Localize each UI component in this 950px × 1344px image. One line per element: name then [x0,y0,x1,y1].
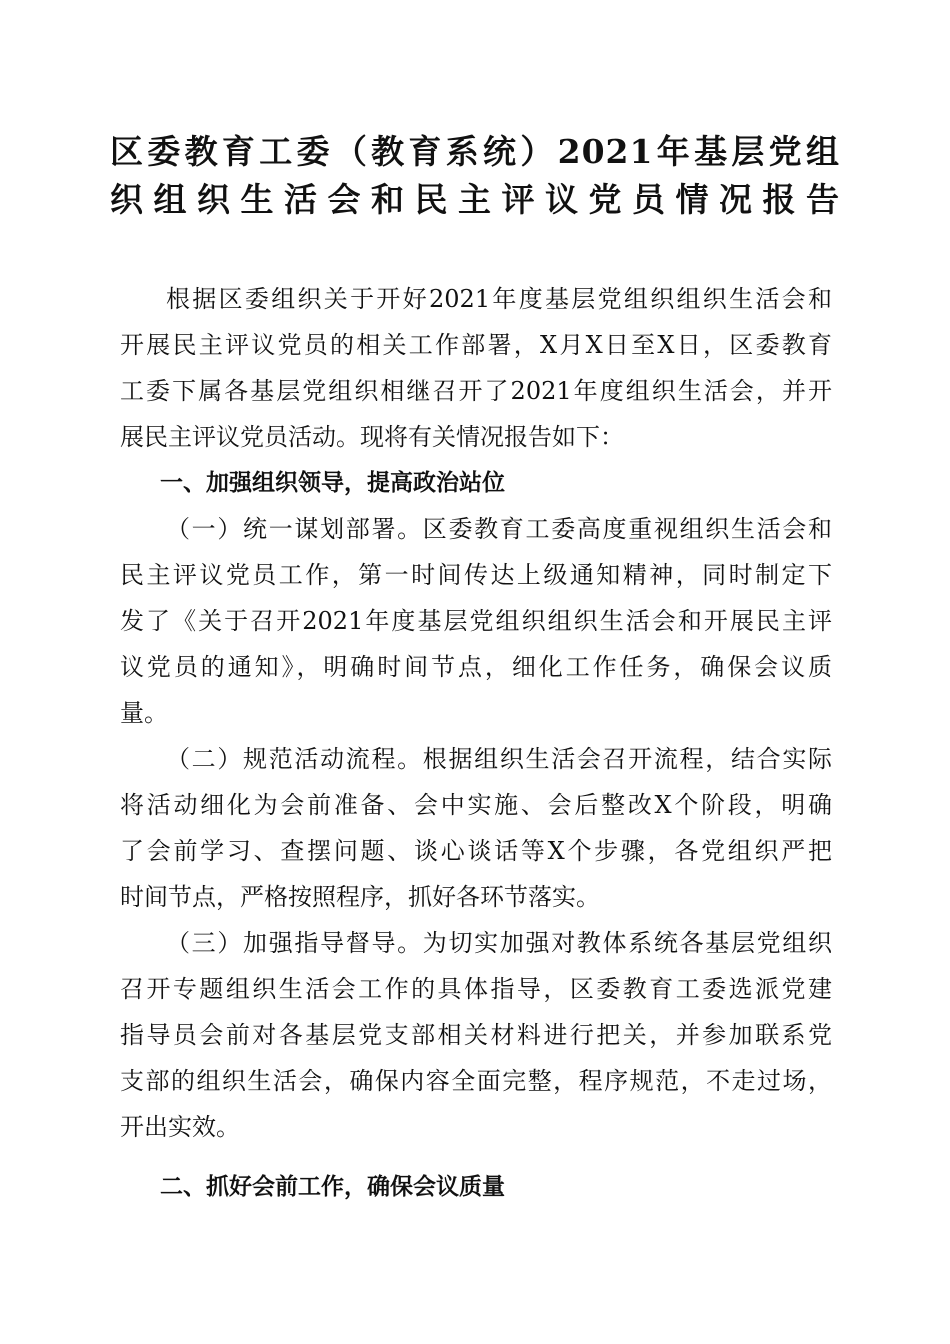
item-1-paragraph [120,506,832,736]
item-1-line: 发了《关于召开2021年度基层党组织组织生活会和开展民主评 [120,607,832,635]
item-1-line: 量。 [120,699,168,727]
title-line-2: 织组织生活会和民主评议党员情况报告 [110,180,840,219]
intro-line: 工委下属各基层党组织相继召开了2021年度组织生活会，并开 [120,377,832,405]
intro-line: 开展民主评议党员的相关工作部署，X月X日至X日，区委教育 [120,331,832,359]
item-3-line: （三）加强指导督导。为切实加强对教体系统各基层党组织 [166,929,832,957]
item-3-paragraph [120,920,832,1150]
document-title [110,128,840,224]
item-2-line: 了会前学习、查摆问题、谈心谈话等X个步骤，各党组织严把 [120,837,832,865]
item-2-line: 时间节点，严格按照程序，抓好各环节落实。 [120,883,600,911]
intro-line: 根据区委组织关于开好2021年度基层党组织组织生活会和 [166,285,832,313]
item-3-line: 支部的组织生活会，确保内容全面完整，程序规范，不走过场， [120,1067,832,1095]
intro-paragraph [120,276,832,460]
section-2-heading: 二、抓好会前工作，确保会议质量 [160,1174,505,1200]
item-3-line: 召开专题组织生活会工作的具体指导，区委教育工委选派党建 [120,975,832,1003]
item-2-line: （二）规范活动流程。根据组织生活会召开流程，结合实际 [166,745,832,773]
document-body [120,276,832,1210]
item-3-line: 指导员会前对各基层党支部相关材料进行把关，并参加联系党 [120,1021,832,1049]
section-1-heading: 一、加强组织领导，提高政治站位 [160,470,505,496]
intro-line: 展民主评议党员活动。现将有关情况报告如下： [120,423,624,451]
item-1-line: （一）统一谋划部署。区委教育工委高度重视组织生活会和 [166,515,832,543]
item-1-line: 议党员的通知》，明确时间节点，细化工作任务，确保会议质 [120,653,832,681]
item-1-line: 民主评议党员工作，第一时间传达上级通知精神，同时制定下 [120,561,832,589]
item-2-line: 将活动细化为会前准备、会中实施、会后整改X个阶段，明确 [120,791,832,819]
item-3-line: 开出实效。 [120,1113,240,1141]
item-2-paragraph [120,736,832,920]
title-line-1: 区委教育工委（教育系统）2021年基层党组 [110,132,840,171]
